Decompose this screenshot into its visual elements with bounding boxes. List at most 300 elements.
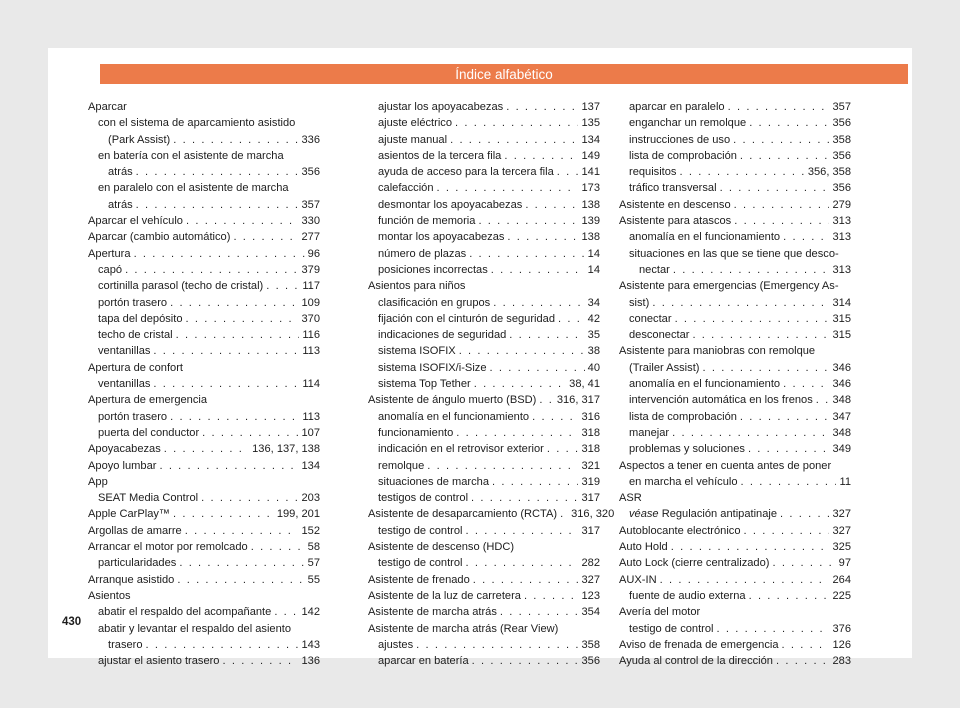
index-entry	[368, 99, 600, 115]
index-entry	[368, 343, 600, 359]
index-page-ref: 282	[581, 557, 600, 570]
dot-leader	[532, 409, 578, 425]
index-term: desmontar los apoyacabezas	[378, 198, 523, 211]
index-page-ref: 316	[581, 410, 600, 423]
index-term: en batería con el asistente de marcha	[98, 149, 284, 162]
dot-leader	[740, 409, 830, 425]
index-term: ajustar los apoyacabezas	[378, 101, 504, 113]
index-entry	[619, 278, 851, 294]
index-entry	[619, 572, 851, 588]
dot-leader	[652, 295, 829, 311]
index-page-ref: 152	[301, 524, 320, 537]
index-term: ajuste eléctrico	[378, 117, 452, 130]
index-entry	[619, 409, 851, 425]
dot-leader	[783, 376, 829, 392]
dot-leader	[500, 604, 579, 620]
index-page-ref: 358	[581, 638, 600, 651]
index-term: tapa del depósito	[98, 312, 183, 325]
index-term: sistema ISOFIX	[378, 345, 456, 358]
dot-leader	[466, 555, 579, 571]
index-term: Arrancar el motor por remolcado	[88, 541, 248, 554]
index-page-ref: 327	[832, 524, 851, 537]
index-entry	[88, 115, 320, 131]
index-entry	[619, 295, 851, 311]
dot-leader	[490, 360, 585, 376]
dot-leader	[733, 132, 829, 148]
index-entry	[619, 474, 851, 490]
index-term: Argollas de amarre	[88, 524, 182, 537]
index-entry	[619, 262, 851, 278]
index-entry	[368, 588, 600, 604]
index-entry	[368, 621, 600, 637]
index-entry	[619, 458, 851, 474]
dot-leader	[539, 392, 553, 408]
index-page-ref: 356	[301, 166, 320, 179]
index-entry	[619, 229, 851, 245]
index-entry	[368, 376, 600, 392]
dot-leader	[134, 246, 305, 262]
index-entry	[88, 295, 320, 311]
dot-leader	[504, 148, 578, 164]
dot-leader	[547, 441, 579, 457]
index-entry	[368, 425, 600, 441]
index-term: anomalía en el funcionamiento	[629, 231, 781, 244]
index-term: aparcar en batería	[378, 655, 469, 668]
index-term: trasero	[108, 638, 143, 651]
index-page-ref: 358	[832, 133, 851, 146]
index-page-ref: 348	[832, 426, 851, 439]
index-entry	[88, 555, 320, 571]
index-page-ref: 379	[301, 263, 320, 276]
index-term: tráfico transversal	[629, 182, 717, 195]
index-entry	[619, 197, 851, 213]
index-page-ref: 356	[832, 117, 851, 130]
dot-leader	[744, 523, 830, 539]
index-term: testigo de control	[378, 524, 463, 537]
index-page-ref: 116	[302, 329, 320, 342]
index-term: techo de cristal	[98, 329, 173, 342]
index-entry	[368, 278, 600, 294]
index-page-ref: 314	[832, 296, 851, 309]
dot-leader	[525, 197, 578, 213]
index-page-ref: 42	[587, 312, 600, 325]
index-term: Autoblocante electrónico	[619, 524, 741, 537]
index-term: Ayuda al control de la dirección	[619, 655, 773, 668]
index-term: lista de comprobación	[629, 410, 737, 423]
index-page-ref: 348	[832, 394, 851, 407]
index-entry	[619, 425, 851, 441]
index-entry	[368, 246, 600, 262]
index-entry	[619, 213, 851, 229]
index-page-ref: 137	[581, 101, 600, 113]
index-term: indicaciones de seguridad	[378, 329, 507, 342]
index-page-ref: 356	[581, 655, 600, 668]
dot-leader	[176, 327, 300, 343]
index-page-ref: 264	[832, 573, 851, 586]
dot-leader	[416, 637, 578, 653]
index-entry	[368, 604, 600, 620]
index-entry	[619, 246, 851, 262]
index-term: testigos de control	[378, 492, 469, 505]
index-page-ref: 317	[581, 492, 600, 505]
index-term: en paralelo con el asistente de marcha	[98, 182, 289, 195]
index-page-ref: 138	[581, 198, 600, 211]
index-entry	[619, 164, 851, 180]
index-page-ref: 357	[832, 101, 851, 113]
index-page-ref: 318	[581, 426, 600, 439]
index-entry	[619, 653, 851, 669]
dot-leader	[492, 474, 578, 490]
index-term: Asistente de la luz de carretera	[368, 589, 521, 602]
dot-leader	[173, 506, 274, 522]
index-entry	[619, 132, 851, 148]
index-page-ref: 354	[581, 606, 600, 619]
dot-leader	[772, 555, 835, 571]
index-entry	[619, 539, 851, 555]
dot-leader	[437, 180, 579, 196]
index-page-ref: 313	[832, 215, 851, 228]
index-term: portón trasero	[98, 410, 168, 423]
index-page-ref: 356	[832, 149, 851, 162]
index-term: Aparcar	[88, 101, 127, 113]
index-term: con el sistema de aparcamiento asistido	[98, 117, 296, 130]
index-page-ref: 134	[581, 133, 600, 146]
index-term: ajustar el asiento trasero	[98, 655, 220, 668]
index-page-ref: 330	[301, 215, 320, 228]
dot-leader	[469, 246, 584, 262]
index-entry	[368, 506, 615, 522]
index-entry	[88, 604, 320, 620]
index-page-ref: 11	[839, 475, 851, 488]
index-entry	[368, 311, 600, 327]
index-page-ref: 319	[581, 475, 600, 488]
index-term: (Trailer Assist)	[629, 361, 700, 374]
index-entry	[619, 588, 851, 604]
index-page-ref: 173	[581, 182, 600, 195]
index-term: ayuda de acceso para la tercera fila	[378, 166, 554, 179]
index-entry	[88, 506, 320, 522]
index-entry	[88, 132, 320, 148]
dot-leader	[717, 621, 830, 637]
dot-leader	[186, 311, 299, 327]
index-page-ref: 349	[832, 443, 851, 456]
index-term: sist)	[629, 296, 650, 309]
index-page-ref: 38	[587, 345, 600, 358]
index-entry	[619, 360, 851, 376]
index-page-ref: 117	[302, 280, 320, 293]
index-term: sistema Top Tether	[378, 378, 471, 391]
dot-leader	[186, 213, 299, 229]
index-entry	[368, 197, 600, 213]
index-entry	[88, 180, 320, 196]
index-page-ref: 327	[581, 573, 600, 586]
dot-leader	[274, 604, 298, 620]
index-term: testigo de control	[378, 557, 463, 570]
index-page-ref: 321	[581, 459, 600, 472]
index-term: aparcar en paralelo	[629, 101, 725, 113]
dot-leader	[170, 409, 299, 425]
index-term: manejar	[629, 426, 670, 439]
index-entry	[368, 148, 600, 164]
dot-leader	[671, 539, 830, 555]
dot-leader	[466, 523, 579, 539]
index-term: Apple CarPlay™	[88, 508, 171, 521]
index-page-ref: 315	[832, 329, 851, 342]
index-page-ref: 318	[581, 443, 600, 456]
index-entry	[619, 343, 851, 359]
dot-leader	[672, 425, 829, 441]
index-entry	[368, 360, 600, 376]
index-page-ref: 143	[301, 638, 320, 651]
dot-leader	[472, 653, 579, 669]
dot-leader	[251, 539, 305, 555]
index-page-ref: 376	[832, 622, 851, 635]
index-term: Aviso de frenada de emergencia	[619, 638, 779, 651]
dot-leader	[675, 311, 830, 327]
index-entry	[88, 229, 320, 245]
dot-leader	[459, 343, 585, 359]
index-entry	[368, 637, 600, 653]
index-entry	[88, 458, 320, 474]
index-page-ref: 38, 41	[569, 378, 600, 391]
dot-leader	[557, 164, 579, 180]
index-entry	[368, 539, 600, 555]
index-term: ajustes	[378, 638, 414, 651]
index-page-ref: 107	[301, 426, 320, 439]
index-term: véase Regulación antipatinaje	[629, 508, 778, 521]
index-entry	[368, 392, 600, 408]
dot-leader	[478, 213, 578, 229]
dot-leader	[125, 262, 298, 278]
index-term: Asistente de desaparcamiento (RCTA)	[368, 508, 558, 521]
index-entry	[368, 213, 600, 229]
index-term: función de memoria	[378, 215, 476, 228]
index-page-ref: 34	[587, 296, 600, 309]
index-page-ref: 109	[301, 296, 320, 309]
dot-leader	[136, 197, 299, 213]
index-term: particularidades	[98, 557, 177, 570]
dot-leader	[558, 311, 585, 327]
index-term: ASR	[619, 492, 642, 505]
index-page-ref: 142	[301, 606, 320, 619]
index-term: nectar	[639, 263, 670, 276]
index-page-ref: 97	[838, 557, 851, 570]
index-entry	[88, 523, 320, 539]
index-page-ref: 96	[307, 247, 320, 260]
index-term: desconectar	[629, 329, 690, 342]
page-title: Índice alfabético	[100, 64, 908, 84]
index-entry	[88, 653, 320, 669]
index-term: indicación en el retrovisor exterior	[378, 443, 544, 456]
index-term: Asistente de marcha atrás (Rear View)	[368, 622, 559, 635]
index-page-ref: 357	[301, 198, 320, 211]
index-term: en marcha el vehículo	[629, 475, 738, 488]
dot-leader	[474, 376, 566, 392]
index-entry	[619, 392, 851, 408]
dot-leader	[506, 99, 578, 115]
index-entry	[88, 588, 320, 604]
index-page-ref: 113	[302, 410, 320, 423]
index-term: Asistente en descenso	[619, 198, 731, 211]
index-entry	[88, 213, 320, 229]
dot-leader	[222, 653, 298, 669]
index-term: capó	[98, 263, 123, 276]
index-term: posiciones incorrectas	[378, 263, 488, 276]
index-entry	[88, 197, 320, 213]
index-term: ventanillas	[98, 378, 151, 391]
index-entry	[368, 474, 600, 490]
index-term: anomalía en el funcionamiento	[378, 410, 530, 423]
index-entry	[368, 164, 600, 180]
dot-leader	[493, 295, 584, 311]
index-term: remolque	[378, 459, 425, 472]
index-term: lista de comprobación	[629, 149, 737, 162]
dot-leader	[720, 180, 830, 196]
dot-leader	[173, 132, 298, 148]
index-page-ref: 347	[832, 410, 851, 423]
index-entry	[88, 164, 320, 180]
index-column-3	[619, 99, 851, 669]
index-entry	[619, 115, 851, 131]
index-entry	[88, 360, 320, 376]
index-page-ref: 136, 137, 138	[252, 443, 320, 456]
index-term: funcionamiento	[378, 426, 454, 439]
index-entry	[368, 115, 600, 131]
index-page-ref: 336	[301, 133, 320, 146]
dot-leader	[202, 425, 298, 441]
dot-leader	[749, 588, 830, 604]
index-entry	[619, 637, 851, 653]
index-term: ventanillas	[98, 345, 151, 358]
index-term: requisitos	[629, 166, 677, 179]
index-entry	[88, 343, 320, 359]
dot-leader	[692, 327, 829, 343]
dot-leader	[679, 164, 804, 180]
index-page-ref: 315	[832, 312, 851, 325]
index-entry	[368, 327, 600, 343]
dot-leader	[816, 392, 830, 408]
index-entry	[368, 572, 600, 588]
index-term: App	[88, 475, 108, 488]
index-term: Aspectos a tener en cuenta antes de poner	[619, 459, 832, 472]
index-entry	[368, 262, 600, 278]
index-term: montar los apoyacabezas	[378, 231, 505, 244]
index-entry	[88, 409, 320, 425]
index-term: enganchar un remolque	[629, 117, 747, 130]
dot-leader	[153, 343, 299, 359]
dot-leader	[491, 262, 585, 278]
dot-leader	[509, 327, 584, 343]
index-page-ref: 277	[301, 231, 320, 244]
index-entry	[88, 425, 320, 441]
index-page-ref: 356	[832, 182, 851, 195]
index-entry	[619, 180, 851, 196]
index-entry	[88, 327, 320, 343]
index-entry	[368, 653, 600, 669]
index-entry	[88, 392, 320, 408]
index-entry	[88, 148, 320, 164]
dot-leader	[660, 572, 830, 588]
index-entry	[619, 506, 851, 522]
index-term: Asistente de ángulo muerto (BSD)	[368, 394, 537, 407]
dot-leader	[427, 458, 578, 474]
dot-leader	[783, 229, 829, 245]
index-page-ref: 136	[301, 655, 320, 668]
index-entry	[88, 637, 320, 653]
dot-leader	[177, 572, 304, 588]
index-page-ref: 327	[832, 508, 851, 521]
index-term: Asientos para niños	[368, 280, 466, 293]
index-entry	[88, 621, 320, 637]
dot-leader	[749, 115, 829, 131]
index-term: Apertura de confort	[88, 361, 183, 374]
dot-leader	[524, 588, 579, 604]
index-term: Apertura	[88, 247, 131, 260]
dot-leader	[153, 376, 299, 392]
index-term: cortinilla parasol (techo de cristal)	[98, 280, 264, 293]
index-entry	[368, 490, 600, 506]
dot-leader	[748, 441, 830, 457]
index-page-ref: 58	[307, 541, 320, 554]
dot-leader	[179, 555, 304, 571]
index-page-ref: 139	[581, 215, 600, 228]
index-term: Auto Hold	[619, 541, 668, 554]
dot-leader	[780, 506, 829, 522]
index-term: fuente de audio externa	[629, 589, 746, 602]
index-page-ref: 126	[832, 638, 851, 651]
index-page-ref: 370	[301, 312, 320, 325]
index-term: Asistente de marcha atrás	[368, 606, 497, 619]
index-term: instrucciones de uso	[629, 133, 731, 146]
index-entry	[88, 311, 320, 327]
index-term: Asientos	[88, 589, 131, 602]
index-entry	[619, 523, 851, 539]
index-term: Auto Lock (cierre centralizado)	[619, 557, 770, 570]
index-entry	[619, 327, 851, 343]
dot-leader	[741, 474, 837, 490]
dot-leader	[146, 637, 299, 653]
dot-leader	[136, 164, 299, 180]
index-entry	[619, 148, 851, 164]
index-term: portón trasero	[98, 296, 168, 309]
index-entry	[88, 376, 320, 392]
index-entry	[88, 262, 320, 278]
dot-leader	[455, 115, 578, 131]
index-term: Asistente para emergencias (Emergency As-	[619, 280, 839, 293]
dot-leader	[702, 360, 829, 376]
index-entry	[619, 555, 851, 571]
dot-leader	[776, 653, 830, 669]
index-term: Apoyacabezas	[88, 443, 161, 456]
dot-leader	[473, 572, 579, 588]
dot-leader	[782, 637, 830, 653]
index-term: Aparcar (cambio automático)	[88, 231, 231, 244]
index-page-ref: 199, 201	[276, 508, 320, 521]
index-page-ref: 134	[301, 459, 320, 472]
index-entry	[368, 229, 600, 245]
dot-leader	[673, 262, 830, 278]
index-term: sistema ISOFIX/i-Size	[378, 361, 487, 374]
index-term: atrás	[108, 166, 133, 179]
dot-leader	[201, 490, 298, 506]
index-entry	[368, 458, 600, 474]
index-page-ref: 325	[832, 541, 851, 554]
dot-leader	[456, 425, 578, 441]
index-entry	[368, 132, 600, 148]
index-entry	[88, 278, 320, 294]
index-page-ref: 346	[832, 378, 851, 391]
index-entry	[368, 441, 600, 457]
